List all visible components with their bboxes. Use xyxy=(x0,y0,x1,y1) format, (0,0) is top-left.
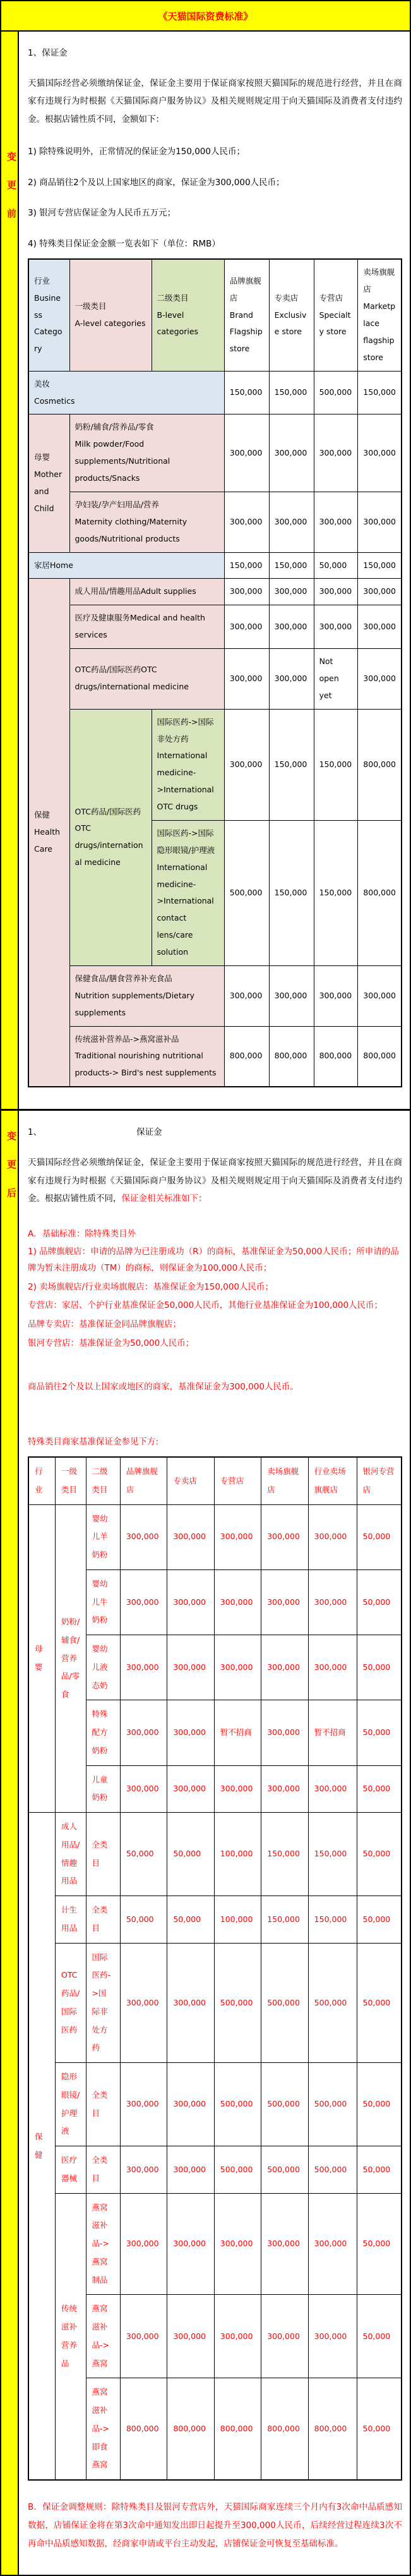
table-cell: 300,000 xyxy=(308,1504,357,1569)
table-cell: 300,000 xyxy=(167,1569,214,1635)
table-header-cell: 一级类目 A-level categories xyxy=(69,259,152,371)
table-cell: 150,000 xyxy=(224,552,269,579)
table-cell: 300,000 xyxy=(120,1765,167,1813)
table-cell: 150,000 xyxy=(314,709,358,820)
table-cell: 婴幼儿羊奶粉 xyxy=(86,1504,120,1569)
table-cell: 50,000 xyxy=(167,1813,214,1896)
table-cell: 300,000 xyxy=(269,579,314,605)
table-cell: 隐形眼镜/护理液 xyxy=(56,2063,86,2146)
table-cell: 300,000 xyxy=(120,2193,167,2295)
table-cell: 300,000 xyxy=(308,1635,357,1700)
table-cell: 150,000 xyxy=(269,552,314,579)
table-header-cell: 卖场旗舰店 Marketplace flagship store xyxy=(358,259,402,371)
table-cell: 300,000 xyxy=(358,414,402,492)
table-cell: OTC药品/国际医药 xyxy=(56,1943,86,2063)
table-cell: 300,000 xyxy=(214,2295,261,2378)
table-cell: 500,000 xyxy=(224,820,269,965)
table-cell: 300,000 xyxy=(358,605,402,649)
table-cell: 50,000 xyxy=(357,2378,402,2480)
table-cell: 300,000 xyxy=(261,2295,308,2378)
table-cell: 50,000 xyxy=(314,552,358,579)
table-cell: 暂不招商 xyxy=(308,1700,357,1765)
table-cell: 150,000 xyxy=(308,1813,357,1896)
table-header-cell: 行业卖场旗舰店 xyxy=(308,1457,357,1504)
table-cell: 燕窝滋补品->燕窝 xyxy=(86,2295,120,2378)
deposit-heading-after xyxy=(28,1125,402,1137)
table-cell: 300,000 xyxy=(167,1765,214,1813)
table-header-cell: 一级类目 xyxy=(56,1457,86,1504)
table-cell: 50,000 xyxy=(357,1569,402,1635)
table-cell: 成人用品/情趣用品Adult supplies xyxy=(69,579,224,605)
table-cell: 传统滋补营养品->燕窝滋补品 Traditional nourishing nutritional products-> Bird's nest supplements xyxy=(69,1026,224,1087)
table-cell: 300,000 xyxy=(308,1765,357,1813)
table-cell: 传统滋补营养品 xyxy=(56,2193,86,2480)
table-cell: 医疗及健康服务Medical and health services xyxy=(69,605,224,649)
table-cell: 800,000 xyxy=(120,2378,167,2480)
table-cell: 300,000 xyxy=(314,579,358,605)
table-cell: 800,000 xyxy=(308,2378,357,2480)
table-cell: 500,000 xyxy=(308,2063,357,2146)
table-cell: 300,000 xyxy=(120,1635,167,1700)
intro-black-text: 天猫国际经营必须缴纳保证金，保证金主要用于保证商家按照天猫国际的规范进行经营，并且在商家有违规行为时根据《天猫国际商户服务协议》及相关规则规定用于向天猫国际及消费者支付违约金。根据店铺性质不同， xyxy=(28,1158,402,1204)
table-cell: 300,000 xyxy=(224,709,269,820)
section-before-content xyxy=(19,32,410,1109)
table-cell: 50,000 xyxy=(357,1943,402,2063)
table-header-cell: 品牌旗舰店 Brand Flagship store xyxy=(224,259,269,371)
special-table-intro: 特殊类目商家基准保证金参见下方: xyxy=(28,1436,159,1447)
table-header-cell: 银河专营店 xyxy=(357,1457,402,1504)
table-cell: 300,000 xyxy=(120,2063,167,2146)
table-cell: 家居Home xyxy=(28,552,224,579)
section-before-change xyxy=(1,32,410,1109)
table-cell: 800,000 xyxy=(358,1026,402,1087)
table-cell: 500,000 xyxy=(261,2063,308,2146)
table-cell: 300,000 xyxy=(167,1635,214,1700)
table-cell: 300,000 xyxy=(167,1504,214,1569)
table-cell: 300,000 xyxy=(224,965,269,1026)
table-cell: 150,000 xyxy=(308,1896,357,1944)
table-cell: 500,000 xyxy=(261,1943,308,2063)
table-cell: 50,000 xyxy=(357,2146,402,2194)
table-header-cell: 行业 xyxy=(28,1457,56,1504)
table-cell: 300,000 xyxy=(261,1569,308,1635)
table-cell: 300,000 xyxy=(120,1504,167,1569)
table-cell: 300,000 xyxy=(308,1569,357,1635)
table-cell: 300,000 xyxy=(308,2193,357,2295)
document-title: 《天猫国际资费标准》 xyxy=(1,1,410,32)
deposit-heading-before xyxy=(28,45,402,58)
table-cell: 500,000 xyxy=(308,2146,357,2194)
table-cell: 500,000 xyxy=(214,2146,261,2194)
table-cell: 300,000 xyxy=(120,1700,167,1765)
table-cell: 300,000 xyxy=(358,965,402,1026)
table-cell: 全类目 xyxy=(86,1813,120,1896)
table-cell: 150,000 xyxy=(269,820,314,965)
table-cell: 全类目 xyxy=(86,2146,120,2194)
table-header-cell: 专卖店 Exclusive store xyxy=(269,259,314,371)
deposit-intro-before: 天猫国际经营必须缴纳保证金，保证金主要用于保证商家按照天猫国际的规范进行经营，并且在商家有违规行为时根据《天猫国际商户服务协议》及相关规则规定用于向天猫国际及消费者支付违约金。根据店铺性质不同，金额如下： xyxy=(28,78,402,124)
table-cell: 800,000 xyxy=(269,1026,314,1087)
table-cell: 保健食品/膳食营养补充食品 Nutrition supplements/Dietary supplements xyxy=(69,965,224,1026)
table-cell: 50,000 xyxy=(357,1635,402,1700)
table-cell: 保健 xyxy=(28,1813,56,2481)
table-cell: 500,000 xyxy=(214,1943,261,2063)
table-cell: 成人用品/情趣用品 xyxy=(56,1813,86,1896)
table-cell: 300,000 xyxy=(224,649,269,710)
heading-text: 保证金 xyxy=(136,1127,162,1138)
rule-a-title: A．基础标准：除特殊类目外 xyxy=(28,1229,136,1240)
table-cell: 50,000 xyxy=(357,1813,402,1896)
table-cell: 孕妇装/孕产妇用品/营养 Maternity clothing/Maternity goods/Nutritional products xyxy=(69,492,224,552)
table-cell: 300,000 xyxy=(358,492,402,552)
rule-a-item-5: 银河专营店：基准保证金为50,000人民币； xyxy=(28,1338,194,1348)
table-cell: 300,000 xyxy=(261,1700,308,1765)
table-cell: 300,000 xyxy=(224,605,269,649)
table-cell: 50,000 xyxy=(167,1896,214,1944)
rule-a-item-1: 1) 品牌旗舰店：申请的品牌为已注册成功（R）的商标，基准保证金为50,000人民币；所申请的品牌为暂未注册成功（TM）的商标，则保证金为100,000人民币； xyxy=(28,1247,399,1274)
table-cell: 300,000 xyxy=(358,579,402,605)
table-cell: 保健 Health Care xyxy=(28,579,69,1087)
deposit-item-3: 3) 银河专营店保证金为人民币五万元； xyxy=(28,208,176,219)
table-header-cell: 专营店 Specialty store xyxy=(314,259,358,371)
table-cell: 150,000 xyxy=(261,1896,308,1944)
table-cell: 100,000 xyxy=(214,1896,261,1944)
table-cell: 300,000 xyxy=(269,605,314,649)
table-cell: 国际医药->国际非处方药 International medicine->International OTC drugs xyxy=(152,709,224,820)
table-cell: 150,000 xyxy=(269,709,314,820)
heading-number: 1、 xyxy=(28,48,42,58)
table-cell: 300,000 xyxy=(167,2295,214,2378)
table-cell: 150,000 xyxy=(314,820,358,965)
rule-a-item-3: 专营店：家居、个护行业基准保证金50,000人民币，其他行业基准保证金为100,000人民币； xyxy=(28,1300,383,1311)
table-cell: 婴幼儿牛奶粉 xyxy=(86,1569,120,1635)
table-cell: 50,000 xyxy=(357,1700,402,1765)
table-header-cell: 行业 Business Category xyxy=(28,259,69,371)
table-cell: 50,000 xyxy=(357,1765,402,1813)
table-cell: 300,000 xyxy=(120,1943,167,2063)
table-cell: 150,000 xyxy=(224,371,269,414)
deposit-intro-after xyxy=(28,1154,402,1207)
table-cell: 300,000 xyxy=(214,1569,261,1635)
table-cell: OTC药品/国际医药OTC drugs/international medicine xyxy=(69,649,224,710)
table-cell: 100,000 xyxy=(214,1813,261,1896)
table-cell: 800,000 xyxy=(358,709,402,820)
heading-text: 保证金 xyxy=(42,48,68,58)
table-cell: 计生用品 xyxy=(56,1896,86,1944)
table-cell: 50,000 xyxy=(357,1896,402,1944)
table-header-cell: 卖场旗舰店 xyxy=(261,1457,308,1504)
table-cell: 300,000 xyxy=(214,1504,261,1569)
table-cell: 奶粉/辅食/营养品/零食 Milk powder/Food supplements/Nutritional products/Snacks xyxy=(69,414,224,492)
table-cell: OTC药品/国际医药 OTC drugs/international medicine xyxy=(69,709,152,965)
side-label-before: 变更前 xyxy=(6,152,17,237)
side-strip-after xyxy=(1,1111,19,2575)
table-cell: 300,000 xyxy=(261,2193,308,2295)
table-cell: 150,000 xyxy=(269,371,314,414)
table-cell: 特殊配方奶粉 xyxy=(86,1700,120,1765)
side-label-after: 变更后 xyxy=(6,1131,17,1217)
table-cell: 300,000 xyxy=(214,1765,261,1813)
rule-a-item-4: 品牌专卖店：基准保证金同品牌旗舰店； xyxy=(28,1319,181,1330)
table-cell: 300,000 xyxy=(224,492,269,552)
table-header-cell: 专卖店 xyxy=(167,1457,214,1504)
table-cell: 500,000 xyxy=(214,2063,261,2146)
table-cell: 300,000 xyxy=(269,965,314,1026)
table-cell: 300,000 xyxy=(358,649,402,710)
deposit-item-1: 1) 除特殊说明外，正常情况的保证金为150,000人民币； xyxy=(28,147,245,157)
table-cell: 300,000 xyxy=(120,2295,167,2378)
table-cell: 国际医药->国际隐形眼镜/护理液 International medicine->International contact lens/care solution xyxy=(152,820,224,965)
table-cell: 800,000 xyxy=(314,1026,358,1087)
heading-number: 1、 xyxy=(28,1127,42,1138)
table-cell: 500,000 xyxy=(261,2146,308,2194)
deposit-item-2: 2) 商品销往2个及以上国家地区的商家，保证金为300,000人民币； xyxy=(28,177,285,188)
table-cell: 300,000 xyxy=(120,2146,167,2194)
multi-country-note: 商品销往2个及以上国家或地区的商家，基准保证金为300,000人民币。 xyxy=(28,1382,299,1393)
table-cell: 母婴 xyxy=(28,1504,56,1813)
table-cell: 300,000 xyxy=(167,1700,214,1765)
table-cell: 150,000 xyxy=(261,1813,308,1896)
table-cell: 300,000 xyxy=(167,2146,214,2194)
table-cell: 800,000 xyxy=(214,2378,261,2480)
table-cell: 医疗器械 xyxy=(56,2146,86,2194)
table-cell: 奶粉/辅食/营养品/零食 xyxy=(56,1504,86,1813)
table-cell: 300,000 xyxy=(314,965,358,1026)
table-cell: 300,000 xyxy=(314,492,358,552)
table-header-cell: 专营店 xyxy=(214,1457,261,1504)
table-cell: 全类目 xyxy=(86,1896,120,1944)
table-cell: 800,000 xyxy=(224,1026,269,1087)
table-cell: 300,000 xyxy=(214,2193,261,2295)
table-cell: 全类目 xyxy=(86,2063,120,2146)
table-cell: 50,000 xyxy=(357,2295,402,2378)
section-after-content xyxy=(19,1111,410,2575)
table-cell: 800,000 xyxy=(167,2378,214,2480)
table-cell: 500,000 xyxy=(314,371,358,414)
table-cell: 暂不招商 xyxy=(214,1700,261,1765)
table-header-cell: 二级类目 B-level categories xyxy=(152,259,224,371)
table-cell: 300,000 xyxy=(261,1765,308,1813)
table-cell: 300,000 xyxy=(224,579,269,605)
deposit-item-4: 4) 特殊类目保证金金额一览表如下（单位：RMB） xyxy=(28,238,220,249)
table-header-cell: 二级类目 xyxy=(86,1457,120,1504)
table-cell: 500,000 xyxy=(308,1943,357,2063)
table-cell: 300,000 xyxy=(167,2063,214,2146)
rule-b-paragraph: B．保证金调整规则：除特殊类目及银河专营店外，天猫国际商家连续三个月内有3次命中品质感知数据，店铺保证金将在第3次命中通知发出即日起提升至300,000人民币，后续经营过程连续3次不再命中品质感知数据，经商家申请或平台主动发起，店铺保证金可恢复至基础标准。 xyxy=(28,2502,402,2549)
table-cell: 150,000 xyxy=(358,552,402,579)
table-cell: Not open yet xyxy=(314,649,358,710)
table-cell: 800,000 xyxy=(358,820,402,965)
table-header-cell: 品牌旗舰店 xyxy=(120,1457,167,1504)
table-cell: 300,000 xyxy=(269,649,314,710)
table-cell: 300,000 xyxy=(269,492,314,552)
table-cell: 儿童奶粉 xyxy=(86,1765,120,1813)
special-category-deposit-table-after xyxy=(28,1456,402,2481)
table-cell: 婴幼儿液态奶 xyxy=(86,1635,120,1700)
intro-red-text: 保证金相关标准如下： xyxy=(121,1193,207,1204)
table-cell: 300,000 xyxy=(120,1569,167,1635)
side-strip-before xyxy=(1,32,19,1109)
rule-a-item-2: 2) 卖场旗舰店/行业卖场旗舰店：基准保证金为150,000人民币； xyxy=(28,1281,274,1292)
table-cell: 300,000 xyxy=(261,1635,308,1700)
table-cell: 美妆 Cosmetics xyxy=(28,371,224,414)
table-cell: 50,000 xyxy=(120,1896,167,1944)
table-cell: 300,000 xyxy=(314,414,358,492)
table-cell: 300,000 xyxy=(261,1504,308,1569)
table-cell: 国际医药->国际非处方药 xyxy=(86,1943,120,2063)
table-cell: 300,000 xyxy=(167,2193,214,2295)
table-cell: 300,000 xyxy=(167,1943,214,2063)
table-cell: 300,000 xyxy=(314,605,358,649)
table-cell: 150,000 xyxy=(358,371,402,414)
table-cell: 300,000 xyxy=(214,1635,261,1700)
table-cell: 300,000 xyxy=(308,2295,357,2378)
table-cell: 800,000 xyxy=(261,2378,308,2480)
table-cell: 50,000 xyxy=(120,1813,167,1896)
table-cell: 300,000 xyxy=(224,414,269,492)
table-cell: 50,000 xyxy=(357,2193,402,2295)
table-cell: 300,000 xyxy=(269,414,314,492)
special-category-deposit-table-before xyxy=(28,258,402,1087)
section-after-change xyxy=(1,1109,410,2575)
table-cell: 50,000 xyxy=(357,2063,402,2146)
table-cell: 燕窝滋补品->燕窝制品 xyxy=(86,2193,120,2295)
table-cell: 50,000 xyxy=(357,1504,402,1569)
table-cell: 燕窝滋补品->即食燕窝 xyxy=(86,2378,120,2480)
table-cell: 母婴 Mother and Child xyxy=(28,414,69,552)
